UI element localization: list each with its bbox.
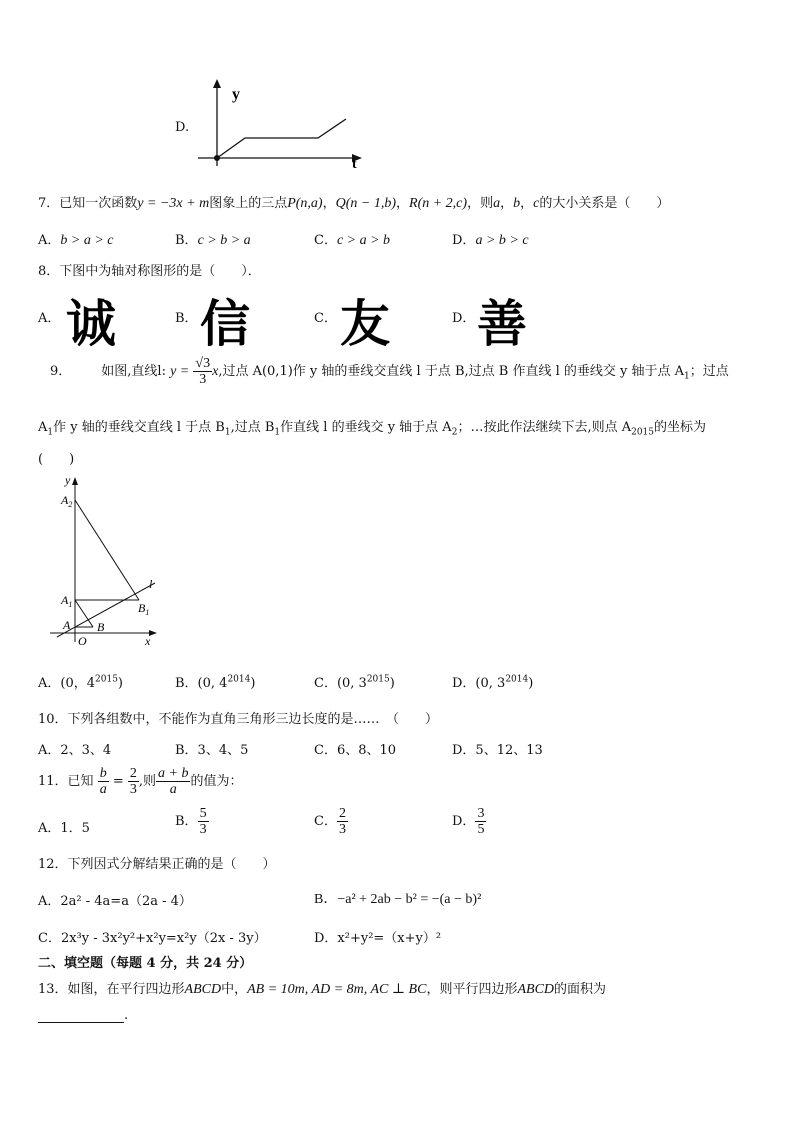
- q11-text-b: ,则: [138, 774, 157, 789]
- q11-option-b-label: B．: [175, 814, 198, 829]
- q10-stem: 10．下列各组数中，不能作为直角三角形三边长度的是…… （ ）: [38, 712, 439, 727]
- q10-option-a: A．2、3、4: [38, 743, 112, 758]
- q9-line2-a: A: [38, 420, 48, 435]
- y-arrow: [213, 79, 221, 88]
- q11-option-b-frac: [198, 806, 209, 837]
- q7-option-d: [452, 229, 529, 249]
- q11-equals: =: [112, 774, 124, 789]
- q12-option-b: B．−a² + 2ab − b² = −(a − b)²: [314, 892, 482, 907]
- q9-eq-fraction: [193, 356, 212, 387]
- q12-option-c: C．2x³y - 3x²y²+x²y=x²y（2x - 3y）: [38, 931, 267, 946]
- q11-frac-ab-a: [156, 766, 190, 797]
- q9-option-a-sup: 2015: [95, 674, 118, 685]
- q9-line2: [38, 416, 706, 438]
- fig-a-label: A: [63, 618, 71, 632]
- q7-text-b: 图象上的三点: [209, 196, 288, 211]
- q7-option-a-label: A．: [38, 233, 61, 248]
- q8-option-c-char: 友: [340, 295, 390, 353]
- q9-line2-b: 作 y 轴的垂线交直线 l 于点 B: [53, 420, 225, 435]
- q9-option-d: [452, 672, 533, 691]
- q7-text-a: 已知一次函数: [59, 196, 138, 211]
- fig-b1-letter: B: [138, 601, 146, 615]
- q10-option-d: D．5、12、13: [452, 743, 543, 758]
- q11-frac-2-3: [128, 766, 139, 797]
- q9-eq-lhs: y =: [170, 364, 190, 379]
- fig-a1-label: [60, 593, 72, 609]
- q7-option-a: [38, 229, 114, 249]
- q7-option-b-label: B．: [175, 233, 198, 248]
- q7-sep2: ，: [396, 196, 410, 211]
- fig-l-label: l: [149, 577, 153, 591]
- q7-number: 7．: [38, 196, 60, 211]
- q11-frac-b-a: [98, 766, 109, 797]
- fig-o-label: O: [78, 634, 87, 648]
- q12-option-d: D．x²+y²=（x+y）²: [314, 931, 442, 946]
- q8-option-b-label: B．: [175, 311, 198, 326]
- q13-text-d: 的面积为: [554, 982, 607, 997]
- q9-line2-sub4: 2: [451, 427, 458, 438]
- q9-eq-num: √3: [195, 356, 211, 371]
- q11-f2-num: 2: [129, 766, 137, 781]
- fig-b-label: B: [97, 620, 105, 634]
- q9-text-c: ；过点: [689, 364, 729, 379]
- q7-option-a-expr: b > a > c: [60, 233, 114, 248]
- fig-a2-letter: A: [61, 493, 69, 507]
- fig-a1-letter: A: [61, 593, 69, 607]
- q9-option-c-close: ): [389, 676, 395, 691]
- q11-option-a: A．1．5: [38, 821, 90, 836]
- q11-option-b-num: 5: [199, 806, 207, 821]
- q13-stem: [38, 978, 606, 998]
- q11-option-c: [314, 806, 348, 837]
- q13-text-c: ，则平行四边形: [426, 982, 518, 997]
- q13-answer-line: [38, 1008, 128, 1023]
- q11-text-a: 11．已知: [38, 774, 94, 789]
- q9-option-a-label: A．(0，4: [38, 676, 96, 691]
- q13-text-a: 13．如图，在平行四边形: [38, 982, 185, 997]
- q7-option-d-label: D．: [452, 233, 476, 248]
- q6-option-d-graph: [196, 78, 368, 170]
- q9-number: 9．: [50, 364, 72, 379]
- q8-option-a-label: A．: [38, 311, 61, 326]
- q7-option-b-expr: c > b > a: [197, 233, 251, 248]
- q9-sub1: 1: [684, 371, 690, 382]
- q9-line2-c: ,过点 B: [230, 420, 275, 435]
- q13-text-b: 中，: [221, 982, 248, 997]
- q8-option-d-char: 善: [477, 295, 527, 353]
- q9-option-d-label: D．(0, 3: [452, 676, 506, 691]
- q12-option-a: A．2a² - 4a=a（2a - 4）: [38, 894, 192, 909]
- fig-a1-sub: 1: [68, 600, 73, 609]
- q11-option-c-num: 2: [338, 806, 346, 821]
- q11-option-d-den: 5: [477, 822, 485, 837]
- q7-option-b: [175, 229, 251, 249]
- q9-option-d-close: ): [528, 676, 534, 691]
- q7-option-c-expr: c > a > b: [336, 233, 391, 248]
- q9-eq-den: 3: [199, 372, 207, 387]
- q9-option-b-sup: 2014: [227, 674, 251, 685]
- q11-option-b-den: 3: [199, 822, 207, 837]
- section2-title: 二、填空题（每题 4 分，共 24 分）: [38, 956, 253, 971]
- q11-f3-den: a: [169, 782, 177, 797]
- q9-option-b: [175, 672, 255, 691]
- q9-option-c: [314, 672, 395, 691]
- q13-answer-blank[interactable]: [38, 1008, 124, 1023]
- q9-line2-sub1: 1: [47, 427, 54, 438]
- fig-b1-label: [138, 601, 149, 617]
- q13-abcd1: ABCD: [184, 982, 222, 997]
- q7-option-c-label: C．: [314, 233, 337, 248]
- q9-line2-sub2: 1: [224, 427, 231, 438]
- q11-option-d-frac: [475, 806, 486, 837]
- q11-f1-num: b: [99, 766, 107, 781]
- q8-option-c-label: C．: [314, 311, 337, 326]
- seg-a2-b1: [75, 500, 139, 600]
- q11-option-d-num: 3: [477, 806, 485, 821]
- q9-option-c-sup: 2015: [366, 674, 390, 685]
- q7-option-c: [314, 229, 390, 249]
- q10-option-b: B．3、4、5: [175, 743, 249, 758]
- q7-point-q: Q(n − 1,b): [335, 196, 396, 211]
- fig-y-arrow: [72, 477, 78, 485]
- q11-f1-den: a: [99, 782, 107, 797]
- q11-option-c-label: C．: [314, 814, 337, 829]
- q9-line2-f: 的坐标为: [654, 420, 707, 435]
- q11-f3-num: a + b: [158, 766, 189, 781]
- q11-option-d: [452, 806, 486, 837]
- q8-option-b-char: 信: [200, 295, 250, 353]
- q11-option-c-den: 3: [338, 822, 346, 837]
- q11-option-d-label: D．: [452, 814, 476, 829]
- fig-a2-sub: 2: [68, 500, 73, 509]
- q9-option-b-close: ): [250, 676, 256, 691]
- q13-end: .: [124, 1008, 129, 1023]
- q12-stem: 12．下列因式分解结果正确的是（ ）: [38, 857, 276, 872]
- q13-abcd2: ABCD: [517, 982, 555, 997]
- q13-condition: AB = 10m, AD = 8m, AC ⊥ BC: [247, 982, 427, 997]
- graph-line: [217, 119, 346, 158]
- q8-stem: 8．下图中为轴对称图形的是（ ）．: [38, 264, 261, 279]
- q7-equation: y = −3x + m: [137, 196, 210, 211]
- q9-option-a-close: ): [117, 676, 123, 691]
- q11-text-c: 的值为：: [190, 774, 243, 789]
- q9-option-c-label: C．(0, 3: [314, 676, 367, 691]
- q7-stem: 7．已知一次函数y = −3x + m图象上的三点P(n,a)，Q(n − 1,b)，R(n + 2,c)，则a，b，c的大小关系是（ ）: [38, 196, 670, 211]
- q7-sep1: ，: [322, 196, 336, 211]
- seg-b-a1: [75, 600, 93, 627]
- q7-var-c: c: [533, 196, 540, 211]
- q7-var-a: a: [493, 196, 501, 211]
- q9-line2-d: 作直线 l 的垂线交 y 轴于点 A: [280, 420, 452, 435]
- q9-line1: [50, 356, 729, 387]
- q9-text-b: ,过点 A(0,1)作 y 轴的垂线交直线 l 于点 B,过点 B 作直线 l 的垂线交 y 轴于点 A: [218, 364, 685, 379]
- q8-option-d-label: D．: [452, 311, 476, 326]
- q11-f2-den: 3: [129, 782, 137, 797]
- q9-text-a: 如图,直线l:: [101, 364, 166, 379]
- fig-y-label: y: [65, 473, 71, 487]
- q9-line2-sub5: 2015: [631, 427, 654, 438]
- q7-var-b: b: [513, 196, 521, 211]
- q9-option-b-label: B．(0, 4: [175, 676, 228, 691]
- q11-option-b: [175, 806, 209, 837]
- q9-option-a: [38, 672, 123, 691]
- q9-option-d-sup: 2014: [505, 674, 529, 685]
- q9-line3: ( ): [38, 452, 75, 467]
- fig-a2-label: [60, 493, 72, 509]
- q7-point-r: R(n + 2,c): [409, 196, 468, 211]
- q9-line2-e: ；…按此作法继续下去,则点 A: [457, 420, 632, 435]
- q7-text-d: 的大小关系是（ ）: [539, 196, 670, 211]
- graph-x-label: t: [352, 157, 357, 170]
- fig-b1-sub: 1: [145, 608, 150, 617]
- q8-option-a-char: 诚: [66, 295, 116, 353]
- q7-option-d-expr: a > b > c: [475, 233, 529, 248]
- q9-line2-sub3: 1: [274, 427, 281, 438]
- q6-option-d-label: D.: [175, 120, 190, 135]
- q9-figure: [45, 470, 165, 650]
- q9-eq-var: x: [212, 364, 219, 379]
- graph-y-label: y: [232, 86, 240, 103]
- q11-stem: [38, 766, 242, 797]
- fig-x-label: x: [145, 634, 151, 648]
- q7-text-c: ，则: [467, 196, 494, 211]
- q10-option-c: C．6、8、10: [314, 743, 397, 758]
- q11-option-c-frac: [337, 806, 348, 837]
- q7-point-p: P(n,a): [287, 196, 323, 211]
